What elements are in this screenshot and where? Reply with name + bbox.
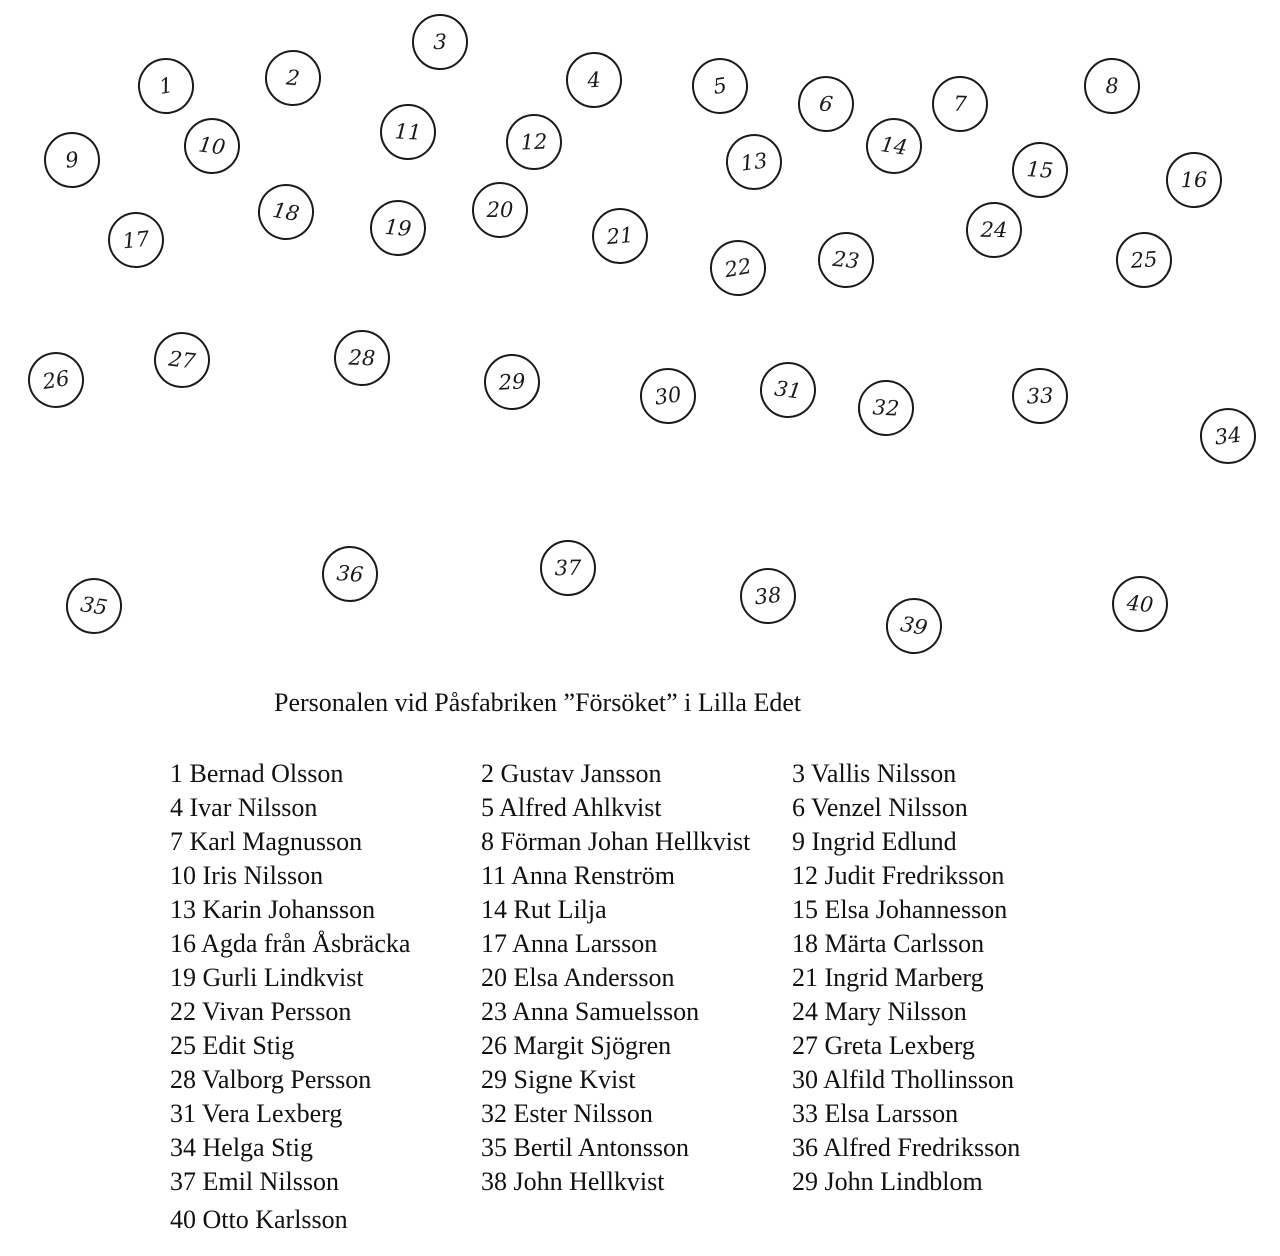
marker-33: 33 — [1011, 367, 1069, 425]
name-entry: 8 Förman Johan Hellkvist — [481, 827, 751, 856]
name-entry: 11 Anna Renström — [481, 861, 676, 890]
name-entry: 28 Valborg Persson — [170, 1065, 372, 1094]
name-entry: 16 Agda från Åsbräcka — [170, 929, 411, 958]
marker-12: 12 — [505, 113, 563, 171]
marker-16: 16 — [1166, 152, 1223, 209]
name-entry: 5 Alfred Ahlkvist — [481, 793, 662, 822]
name-entry: 38 John Hellkvist — [481, 1167, 665, 1196]
marker-26: 26 — [24, 348, 88, 412]
marker-4: 4 — [564, 50, 624, 110]
caption: Personalen vid Påsfabriken ”Försöket” i Lilla Edet — [274, 688, 802, 717]
name-entry: 4 Ivar Nilsson — [170, 793, 318, 822]
name-entry: 2 Gustav Jansson — [481, 759, 662, 788]
name-entry: 24 Mary Nilsson — [792, 997, 967, 1026]
name-entry: 9 Ingrid Edlund — [792, 827, 957, 856]
marker-1: 1 — [134, 54, 199, 119]
marker-11: 11 — [379, 103, 438, 162]
name-entry: 3 Vallis Nilsson — [792, 759, 957, 788]
name-entry: 21 Ingrid Marberg — [792, 963, 984, 992]
marker-25: 25 — [1114, 230, 1174, 290]
name-entry: 23 Anna Samuelsson — [481, 997, 700, 1026]
marker-34: 34 — [1197, 405, 1259, 467]
marker-39: 39 — [882, 594, 947, 659]
marker-9: 9 — [40, 128, 103, 191]
marker-6: 6 — [795, 73, 857, 135]
marker-21: 21 — [590, 206, 651, 267]
name-entry: 35 Bertil Antonsson — [481, 1133, 690, 1162]
name-entry: 10 Iris Nilsson — [170, 861, 324, 890]
marker-20: 20 — [472, 182, 528, 238]
name-entry: 1 Bernad Olsson — [170, 759, 344, 788]
name-entry: 25 Edit Stig — [170, 1031, 295, 1060]
marker-17: 17 — [105, 209, 167, 271]
name-entry: 6 Venzel Nilsson — [792, 793, 968, 822]
name-entry: 33 Elsa Larsson — [792, 1099, 959, 1128]
marker-30: 30 — [636, 364, 699, 427]
name-entry: 31 Vera Lexberg — [170, 1099, 343, 1128]
marker-8: 8 — [1083, 57, 1142, 116]
name-entry: 12 Judit Fredriksson — [792, 861, 1005, 890]
name-entry: 36 Alfred Fredriksson — [792, 1133, 1021, 1162]
name-entry: 15 Elsa Johannesson — [792, 895, 1008, 924]
name-column-3 — [792, 757, 1112, 1199]
name-column-1 — [170, 757, 490, 1237]
name-entry: 13 Karin Johansson — [170, 895, 376, 924]
marker-19: 19 — [368, 198, 429, 259]
marker-37: 37 — [540, 540, 597, 597]
name-column-2 — [481, 757, 801, 1199]
name-entry: 18 Märta Carlsson — [792, 929, 985, 958]
name-entry: 17 Anna Larsson — [481, 929, 658, 958]
name-entry: 37 Emil Nilsson — [170, 1167, 340, 1196]
marker-27: 27 — [151, 329, 213, 391]
name-entry: 22 Vivan Persson — [170, 997, 352, 1026]
name-entry: 19 Gurli Lindkvist — [170, 963, 364, 992]
name-entry: 20 Elsa Andersson — [481, 963, 675, 992]
marker-7: 7 — [931, 75, 989, 133]
marker-24: 24 — [966, 202, 1023, 259]
marker-5: 5 — [688, 54, 752, 118]
marker-15: 15 — [1010, 140, 1070, 200]
marker-36: 36 — [320, 544, 380, 604]
name-entry: 32 Ester Nilsson — [481, 1099, 653, 1128]
marker-2: 2 — [262, 47, 324, 109]
marker-10: 10 — [180, 114, 243, 177]
marker-38: 38 — [737, 565, 799, 627]
name-entry: 29 John Lindblom — [792, 1167, 983, 1196]
marker-31: 31 — [756, 358, 819, 421]
marker-22: 22 — [706, 236, 771, 301]
marker-28: 28 — [333, 329, 391, 387]
marker-40: 40 — [1110, 574, 1171, 635]
name-entry: 14 Rut Lilja — [481, 895, 607, 924]
marker-3: 3 — [412, 14, 469, 71]
name-entry: 7 Karl Magnusson — [170, 827, 363, 856]
name-entry: 30 Alfild Thollinsson — [792, 1065, 1014, 1094]
name-entry: 29 Signe Kvist — [481, 1065, 636, 1094]
marker-13: 13 — [723, 131, 785, 193]
marker-14: 14 — [862, 114, 926, 178]
marker-29: 29 — [483, 353, 542, 412]
marker-18: 18 — [254, 180, 319, 245]
name-entry: 40 Otto Karlsson — [170, 1205, 348, 1234]
name-entry: 26 Margit Sjögren — [481, 1031, 672, 1060]
marker-32: 32 — [857, 379, 916, 438]
name-entry: 27 Greta Lexberg — [792, 1031, 975, 1060]
marker-23: 23 — [815, 229, 877, 291]
name-entry: 34 Helga Stig — [170, 1133, 313, 1162]
marker-35: 35 — [62, 574, 126, 638]
